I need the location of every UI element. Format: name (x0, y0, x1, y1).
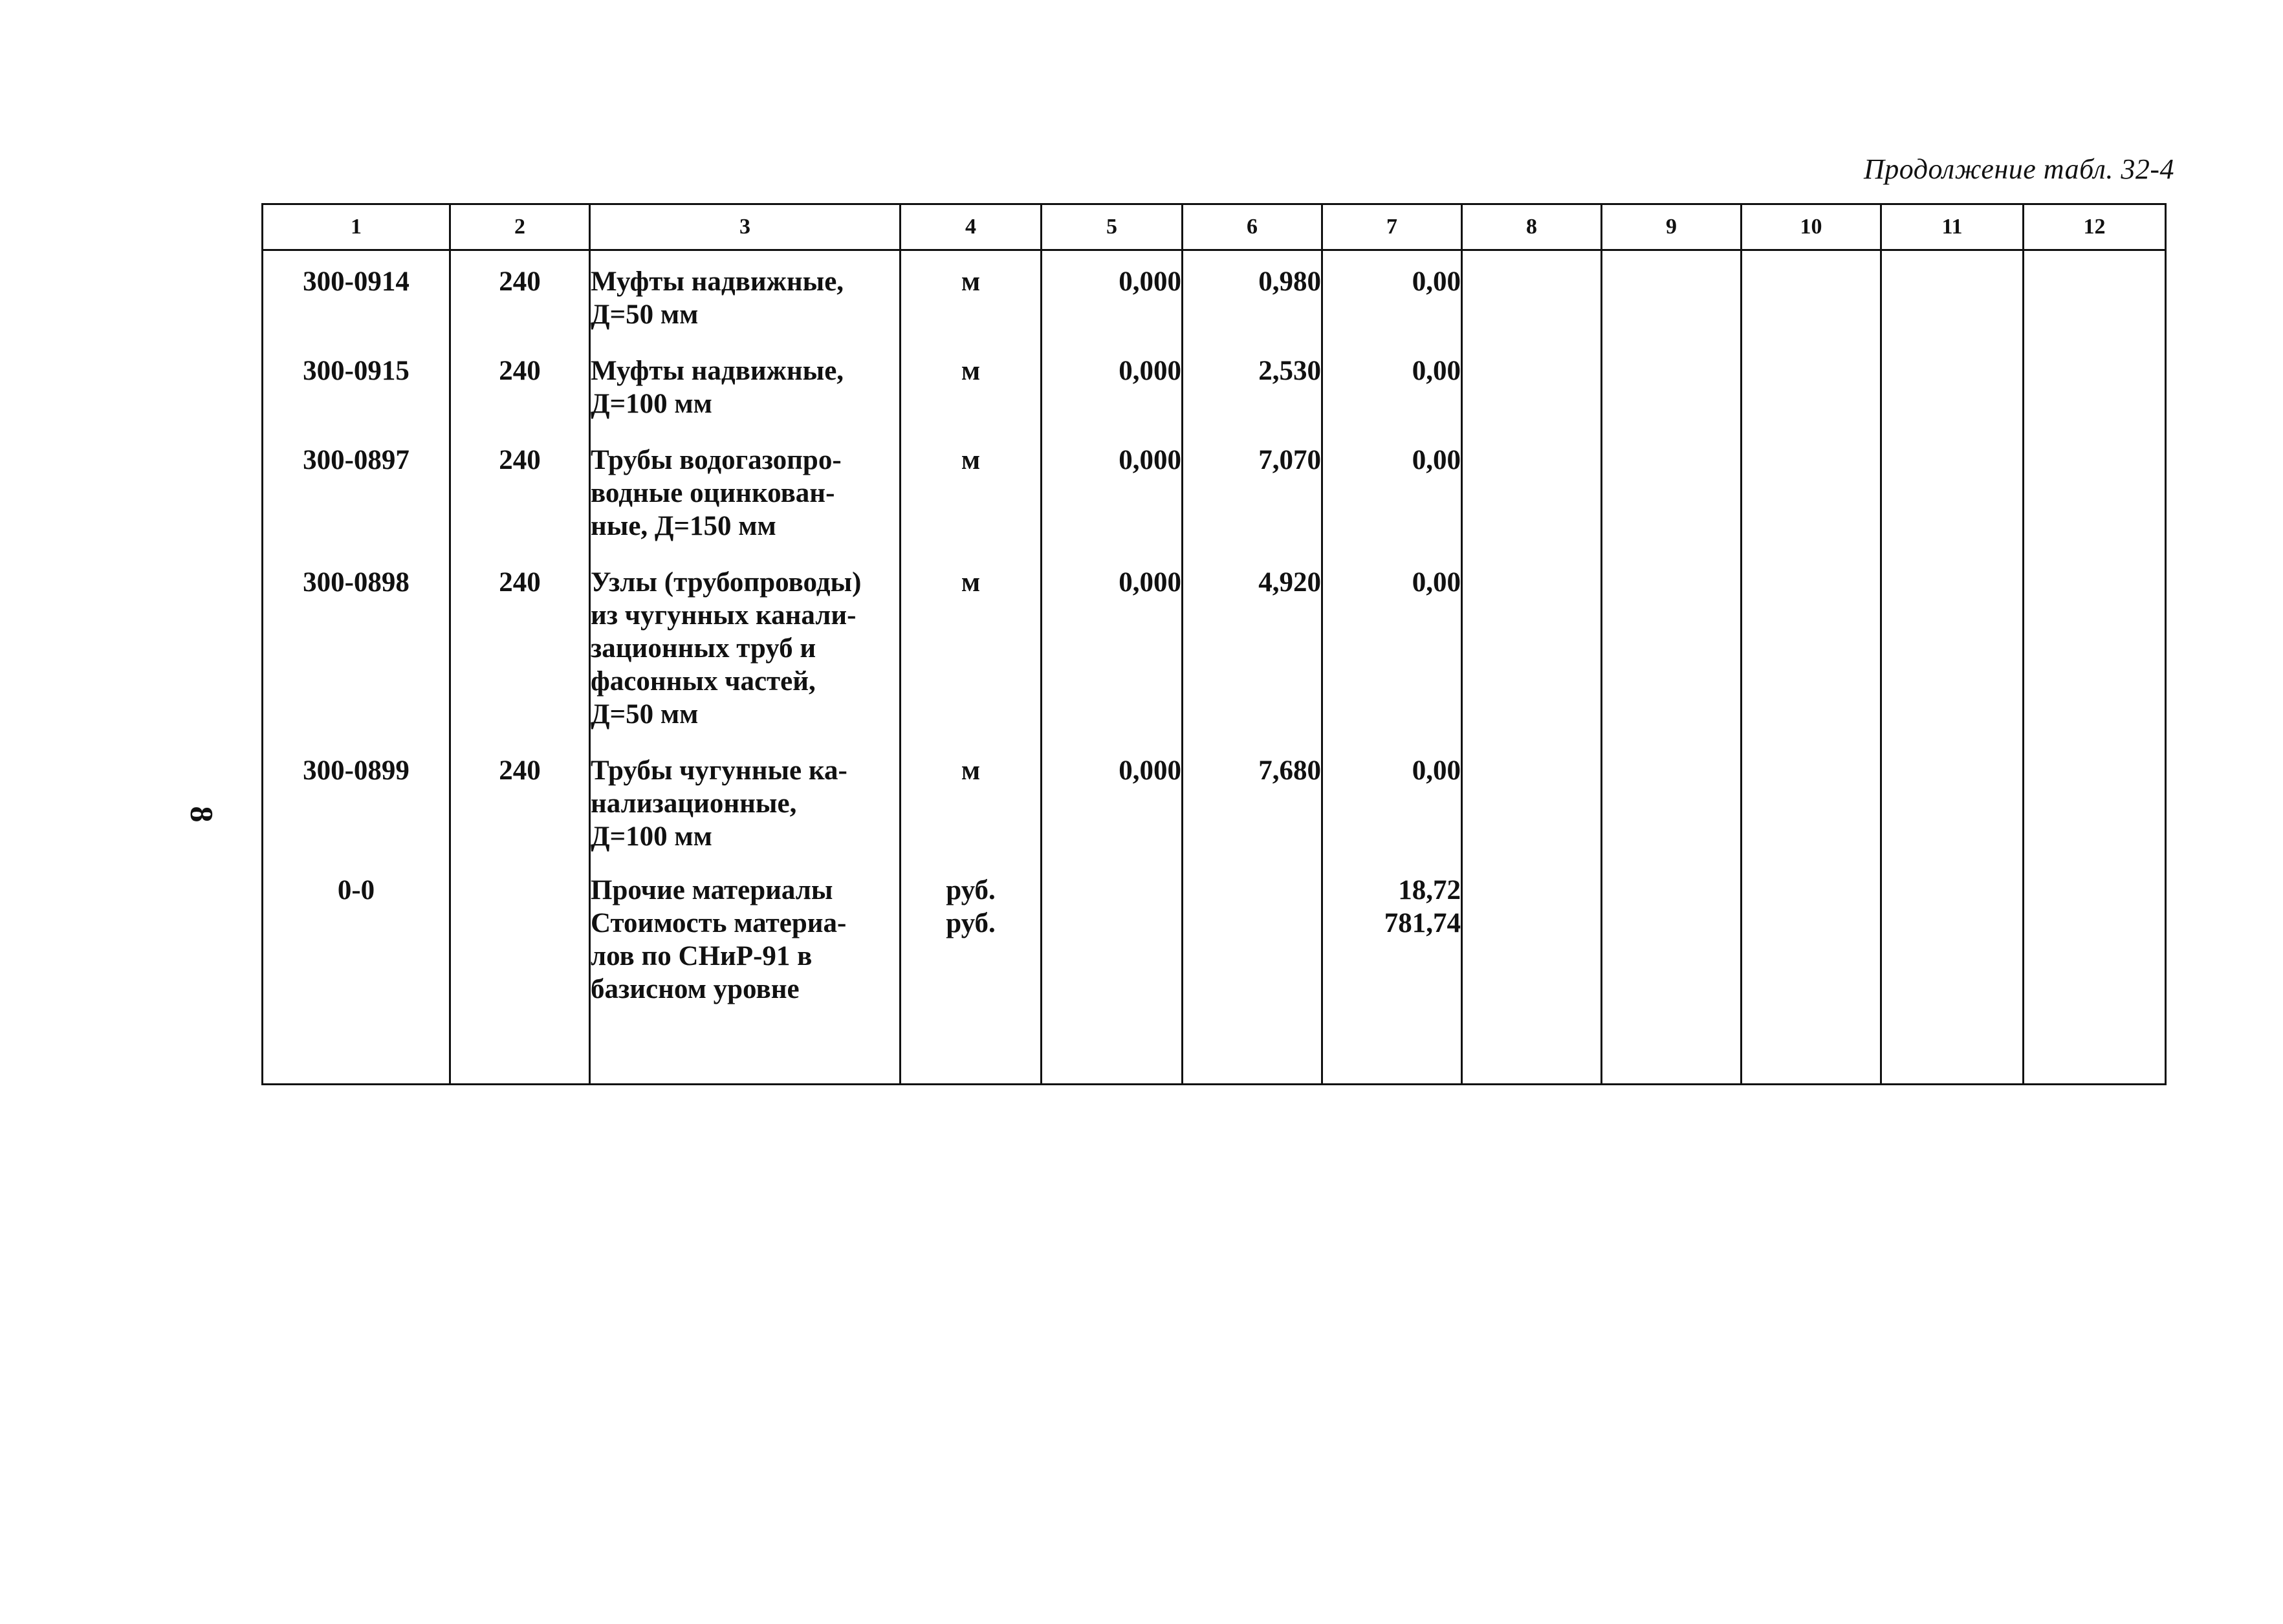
cell-group-text: 240 (499, 445, 541, 475)
cell-col7-line: 0,00 (1412, 266, 1461, 297)
cell-col9 (1602, 340, 1742, 429)
cell-name-line: Д=50 мм (591, 299, 699, 330)
cell-group-text: 240 (499, 266, 541, 297)
table-row (263, 862, 2166, 1085)
cell-col7-line: 781,74 (1384, 908, 1461, 938)
cell-group (450, 340, 590, 429)
cell-unit-line: м (961, 266, 981, 297)
cell-col9 (1602, 862, 1742, 1085)
cell-code (263, 429, 450, 552)
cell-col5 (1042, 429, 1183, 552)
col-header-8: 8 (1462, 204, 1602, 250)
cell-col6 (1183, 340, 1322, 429)
cell-col10 (1742, 740, 1881, 862)
cell-code-text: 300-0915 (303, 356, 410, 386)
cell-name-line: лов по СНиР-91 в (591, 941, 813, 971)
cell-col11 (1881, 250, 2024, 341)
cell-col8 (1462, 740, 1602, 862)
cell-col6-text: 7,070 (1258, 445, 1321, 475)
cell-col7-line: 0,00 (1412, 567, 1461, 598)
cell-code (263, 862, 450, 1085)
cell-col6 (1183, 862, 1322, 1085)
col-header-12: 12 (2024, 204, 2166, 250)
cell-group (450, 429, 590, 552)
cell-col8 (1462, 340, 1602, 429)
cell-group (450, 740, 590, 862)
table-row (263, 552, 2166, 740)
cell-name-line: фасонных частей, (591, 666, 816, 697)
cell-col6-text: 0,980 (1258, 266, 1321, 297)
cell-group-text: 240 (499, 356, 541, 386)
cell-col5 (1042, 740, 1183, 862)
cell-group (450, 862, 590, 1085)
cell-col7-line: 18,72 (1398, 875, 1461, 905)
cell-unit-line: м (961, 755, 981, 786)
cell-col11 (1881, 429, 2024, 552)
cell-unit (901, 552, 1042, 740)
cell-group-text: 240 (499, 567, 541, 598)
cell-col7 (1322, 340, 1462, 429)
cell-col5 (1042, 552, 1183, 740)
cell-col10 (1742, 862, 1881, 1085)
col-header-2: 2 (450, 204, 590, 250)
cell-col7 (1322, 740, 1462, 862)
cell-name-line: Муфты надвижные, (591, 356, 844, 386)
cell-col7-line: 0,00 (1412, 445, 1461, 475)
cell-col11 (1881, 740, 2024, 862)
cell-col6-text: 7,680 (1258, 755, 1321, 786)
cell-col6-text: 4,920 (1258, 567, 1321, 598)
resource-table (261, 203, 2167, 1085)
cell-col11 (1881, 340, 2024, 429)
col-header-11: 11 (1881, 204, 2024, 250)
cell-unit-line: руб. (946, 875, 996, 905)
cell-unit-line: м (961, 356, 981, 386)
cell-col7 (1322, 429, 1462, 552)
cell-col12 (2024, 429, 2166, 552)
cell-col6 (1183, 552, 1322, 740)
cell-name-line: Муфты надвижные, (591, 266, 844, 297)
cell-name (590, 862, 901, 1085)
cell-name-line: водные оцинкован- (591, 478, 835, 508)
cell-unit (901, 740, 1042, 862)
cell-col12 (2024, 552, 2166, 740)
cell-col10 (1742, 429, 1881, 552)
cell-code (263, 340, 450, 429)
cell-name-line: Стоимость материа- (591, 908, 847, 938)
cell-col9 (1602, 740, 1742, 862)
cell-group-text: 240 (499, 755, 541, 786)
col-header-5: 5 (1042, 204, 1183, 250)
cell-col8 (1462, 862, 1602, 1085)
cell-col7 (1322, 552, 1462, 740)
cell-col6 (1183, 250, 1322, 341)
cell-unit-line: м (961, 445, 981, 475)
table-row (263, 250, 2166, 341)
cell-col8 (1462, 552, 1602, 740)
col-header-9: 9 (1602, 204, 1742, 250)
cell-name-line: базисном уровне (591, 974, 800, 1004)
cell-name-line: Д=100 мм (591, 389, 712, 419)
cell-col10 (1742, 250, 1881, 341)
cell-col9 (1602, 429, 1742, 552)
cell-name-line: Д=100 мм (591, 821, 712, 852)
table-row (263, 429, 2166, 552)
cell-group (450, 250, 590, 341)
cell-name-line: Трубы водогазопро- (591, 445, 842, 475)
cell-code-text: 0-0 (337, 875, 375, 905)
cell-col10 (1742, 340, 1881, 429)
cell-col12 (2024, 740, 2166, 862)
cell-col5 (1042, 862, 1183, 1085)
cell-col8 (1462, 429, 1602, 552)
cell-col10 (1742, 552, 1881, 740)
cell-code (263, 552, 450, 740)
table-header-row (263, 204, 2166, 250)
table-continuation-caption: Продолжение табл. 32-4 (1864, 153, 2174, 185)
cell-unit (901, 250, 1042, 341)
col-header-4: 4 (901, 204, 1042, 250)
table-row (263, 740, 2166, 862)
cell-code-text: 300-0899 (303, 755, 410, 786)
cell-name (590, 340, 901, 429)
cell-col5-text: 0,000 (1119, 567, 1181, 598)
cell-unit (901, 429, 1042, 552)
cell-name-line: Д=50 мм (591, 699, 699, 730)
cell-col8 (1462, 250, 1602, 341)
cell-group (450, 552, 590, 740)
col-header-1: 1 (263, 204, 450, 250)
cell-unit-line: руб. (946, 908, 996, 938)
cell-col5-text: 0,000 (1119, 445, 1181, 475)
cell-col7-line: 0,00 (1412, 755, 1461, 786)
cell-name-line: Трубы чугунные ка- (591, 755, 847, 786)
cell-code-text: 300-0897 (303, 445, 410, 475)
col-header-7: 7 (1322, 204, 1462, 250)
cell-code-text: 300-0898 (303, 567, 410, 598)
col-header-3: 3 (590, 204, 901, 250)
cell-name-line: ные, Д=150 мм (591, 511, 776, 541)
cell-col5-text: 0,000 (1119, 755, 1181, 786)
cell-col7 (1322, 250, 1462, 341)
cell-name (590, 250, 901, 341)
cell-col7 (1322, 862, 1462, 1085)
col-header-10: 10 (1742, 204, 1881, 250)
cell-col6 (1183, 740, 1322, 862)
cell-col6-text: 2,530 (1258, 356, 1321, 386)
cell-col12 (2024, 250, 2166, 341)
cell-col5-text: 0,000 (1119, 266, 1181, 297)
cell-col9 (1602, 552, 1742, 740)
cell-code (263, 740, 450, 862)
cell-col5 (1042, 340, 1183, 429)
cell-col6 (1183, 429, 1322, 552)
cell-name (590, 552, 901, 740)
cell-name-line: нализационные, (591, 788, 797, 819)
cell-code-text: 300-0914 (303, 266, 410, 297)
cell-col5-text: 0,000 (1119, 356, 1181, 386)
cell-name-line: из чугунных канали- (591, 600, 857, 631)
cell-col11 (1881, 862, 2024, 1085)
page-number: 8 (184, 806, 221, 823)
cell-col9 (1602, 250, 1742, 341)
cell-code (263, 250, 450, 341)
table-row (263, 340, 2166, 429)
cell-col5 (1042, 250, 1183, 341)
cell-col12 (2024, 862, 2166, 1085)
cell-col7-line: 0,00 (1412, 356, 1461, 386)
cell-name (590, 429, 901, 552)
cell-col11 (1881, 552, 2024, 740)
cell-unit-line: м (961, 567, 981, 598)
cell-name-line: зационных труб и (591, 633, 816, 664)
cell-name-line: Узлы (трубопроводы) (591, 567, 862, 598)
cell-unit (901, 862, 1042, 1085)
cell-col12 (2024, 340, 2166, 429)
col-header-6: 6 (1183, 204, 1322, 250)
cell-name (590, 740, 901, 862)
cell-unit (901, 340, 1042, 429)
cell-name-line: Прочие материалы (591, 875, 833, 905)
